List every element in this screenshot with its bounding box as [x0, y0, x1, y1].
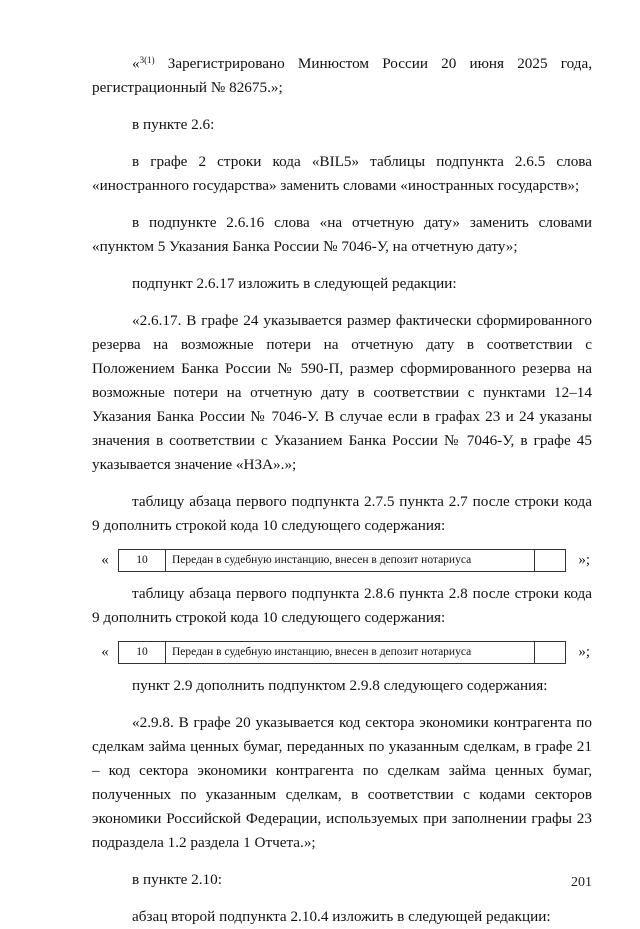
table-cell-empty — [535, 642, 565, 663]
document-body — [92, 52, 592, 929]
page-number: 201 — [571, 875, 592, 890]
table-row — [92, 546, 592, 574]
paragraph-subitem-2-6-17: подпункт 2.6.17 изложить в следующей редакции: — [132, 275, 457, 292]
paragraph-registration — [92, 52, 592, 100]
table-cell-code: 10 — [119, 550, 166, 571]
registration-text: Зарегистрировано Минюстом России 20 июня 2025 года, регистрационный № 82675.»; — [92, 55, 592, 96]
paragraph-2-9-8-text: «2.9.8. В графе 20 указывается код сектора экономики контрагента по сделкам займа ценных бумаг, переданных по указанным сделкам, в графе 21 – код сектора экономики контрагента по сделкам займа ценных бумаг, полученных по указанным сделкам, в соответствии с кодами секторов экономики Российской Федерации, используемых при заполнении графы 23 подраздела 1.2 раздела 1 Отчета.»; — [92, 714, 592, 851]
paragraph-subitem-2-6-16: в подпункте 2.6.16 слова «на отчетную дату» заменить словами «пунктом 5 Указания Банка России № 7046-У, на отчетную дату»; — [92, 214, 592, 255]
open-quote: « — [101, 552, 109, 568]
table-cell-code: 10 — [119, 642, 166, 663]
paragraph-2-6-17-text: «2.6.17. В графе 24 указывается размер фактически сформированного резерва на возможные потери на отчетную дату в соответствии с Положением Банка России № 590-П, размер сформированного резерва на возможные потери на отчетную дату в соответствии с пунктами 12–14 Указания Банка России № 7046-У. В случае если в графах 23 и 24 указаны значения в соответствии с Указанием Банка России № 7046-У, в графе 45 указывается значение «НЗА».»; — [92, 312, 592, 473]
close-quote: »; — [578, 644, 590, 660]
paragraph-item-2-9: пункт 2.9 дополнить подпунктом 2.9.8 следующего содержания: — [132, 677, 548, 694]
footnote-marker: 3(1) — [139, 55, 155, 65]
inline-table — [118, 641, 566, 664]
paragraph-item-2-6: в пункте 2.6: — [132, 116, 215, 133]
table-cell-text: Передан в судебную инстанцию, внесен в депозит нотариуса — [166, 550, 535, 571]
paragraph-item-2-10: в пункте 2.10: — [132, 871, 222, 888]
paragraph-table-2-7-5: таблицу абзаца первого подпункта 2.7.5 пункта 2.7 после строки кода 9 дополнить строкой кода 10 следующего содержания: — [92, 493, 592, 534]
paragraph-table-2-8-6: таблицу абзаца первого подпункта 2.8.6 пункта 2.8 после строки кода 9 дополнить строкой кода 10 следующего содержания: — [92, 585, 592, 626]
table-cell-text: Передан в судебную инстанцию, внесен в депозит нотариуса — [166, 642, 535, 663]
open-quote: « — [101, 644, 109, 660]
close-quote: »; — [578, 552, 590, 568]
table-cell-empty — [535, 550, 565, 571]
open-quote: « — [132, 55, 140, 72]
paragraph-subitem-2-10-4: абзац второй подпункта 2.10.4 изложить в следующей редакции: — [132, 908, 551, 925]
table-row — [92, 638, 592, 666]
inline-table — [118, 549, 566, 572]
paragraph-column-2: в графе 2 строки кода «BIL5» таблицы подпункта 2.6.5 слова «иностранного государства» заменить словами «иностранных государств»; — [92, 153, 592, 194]
